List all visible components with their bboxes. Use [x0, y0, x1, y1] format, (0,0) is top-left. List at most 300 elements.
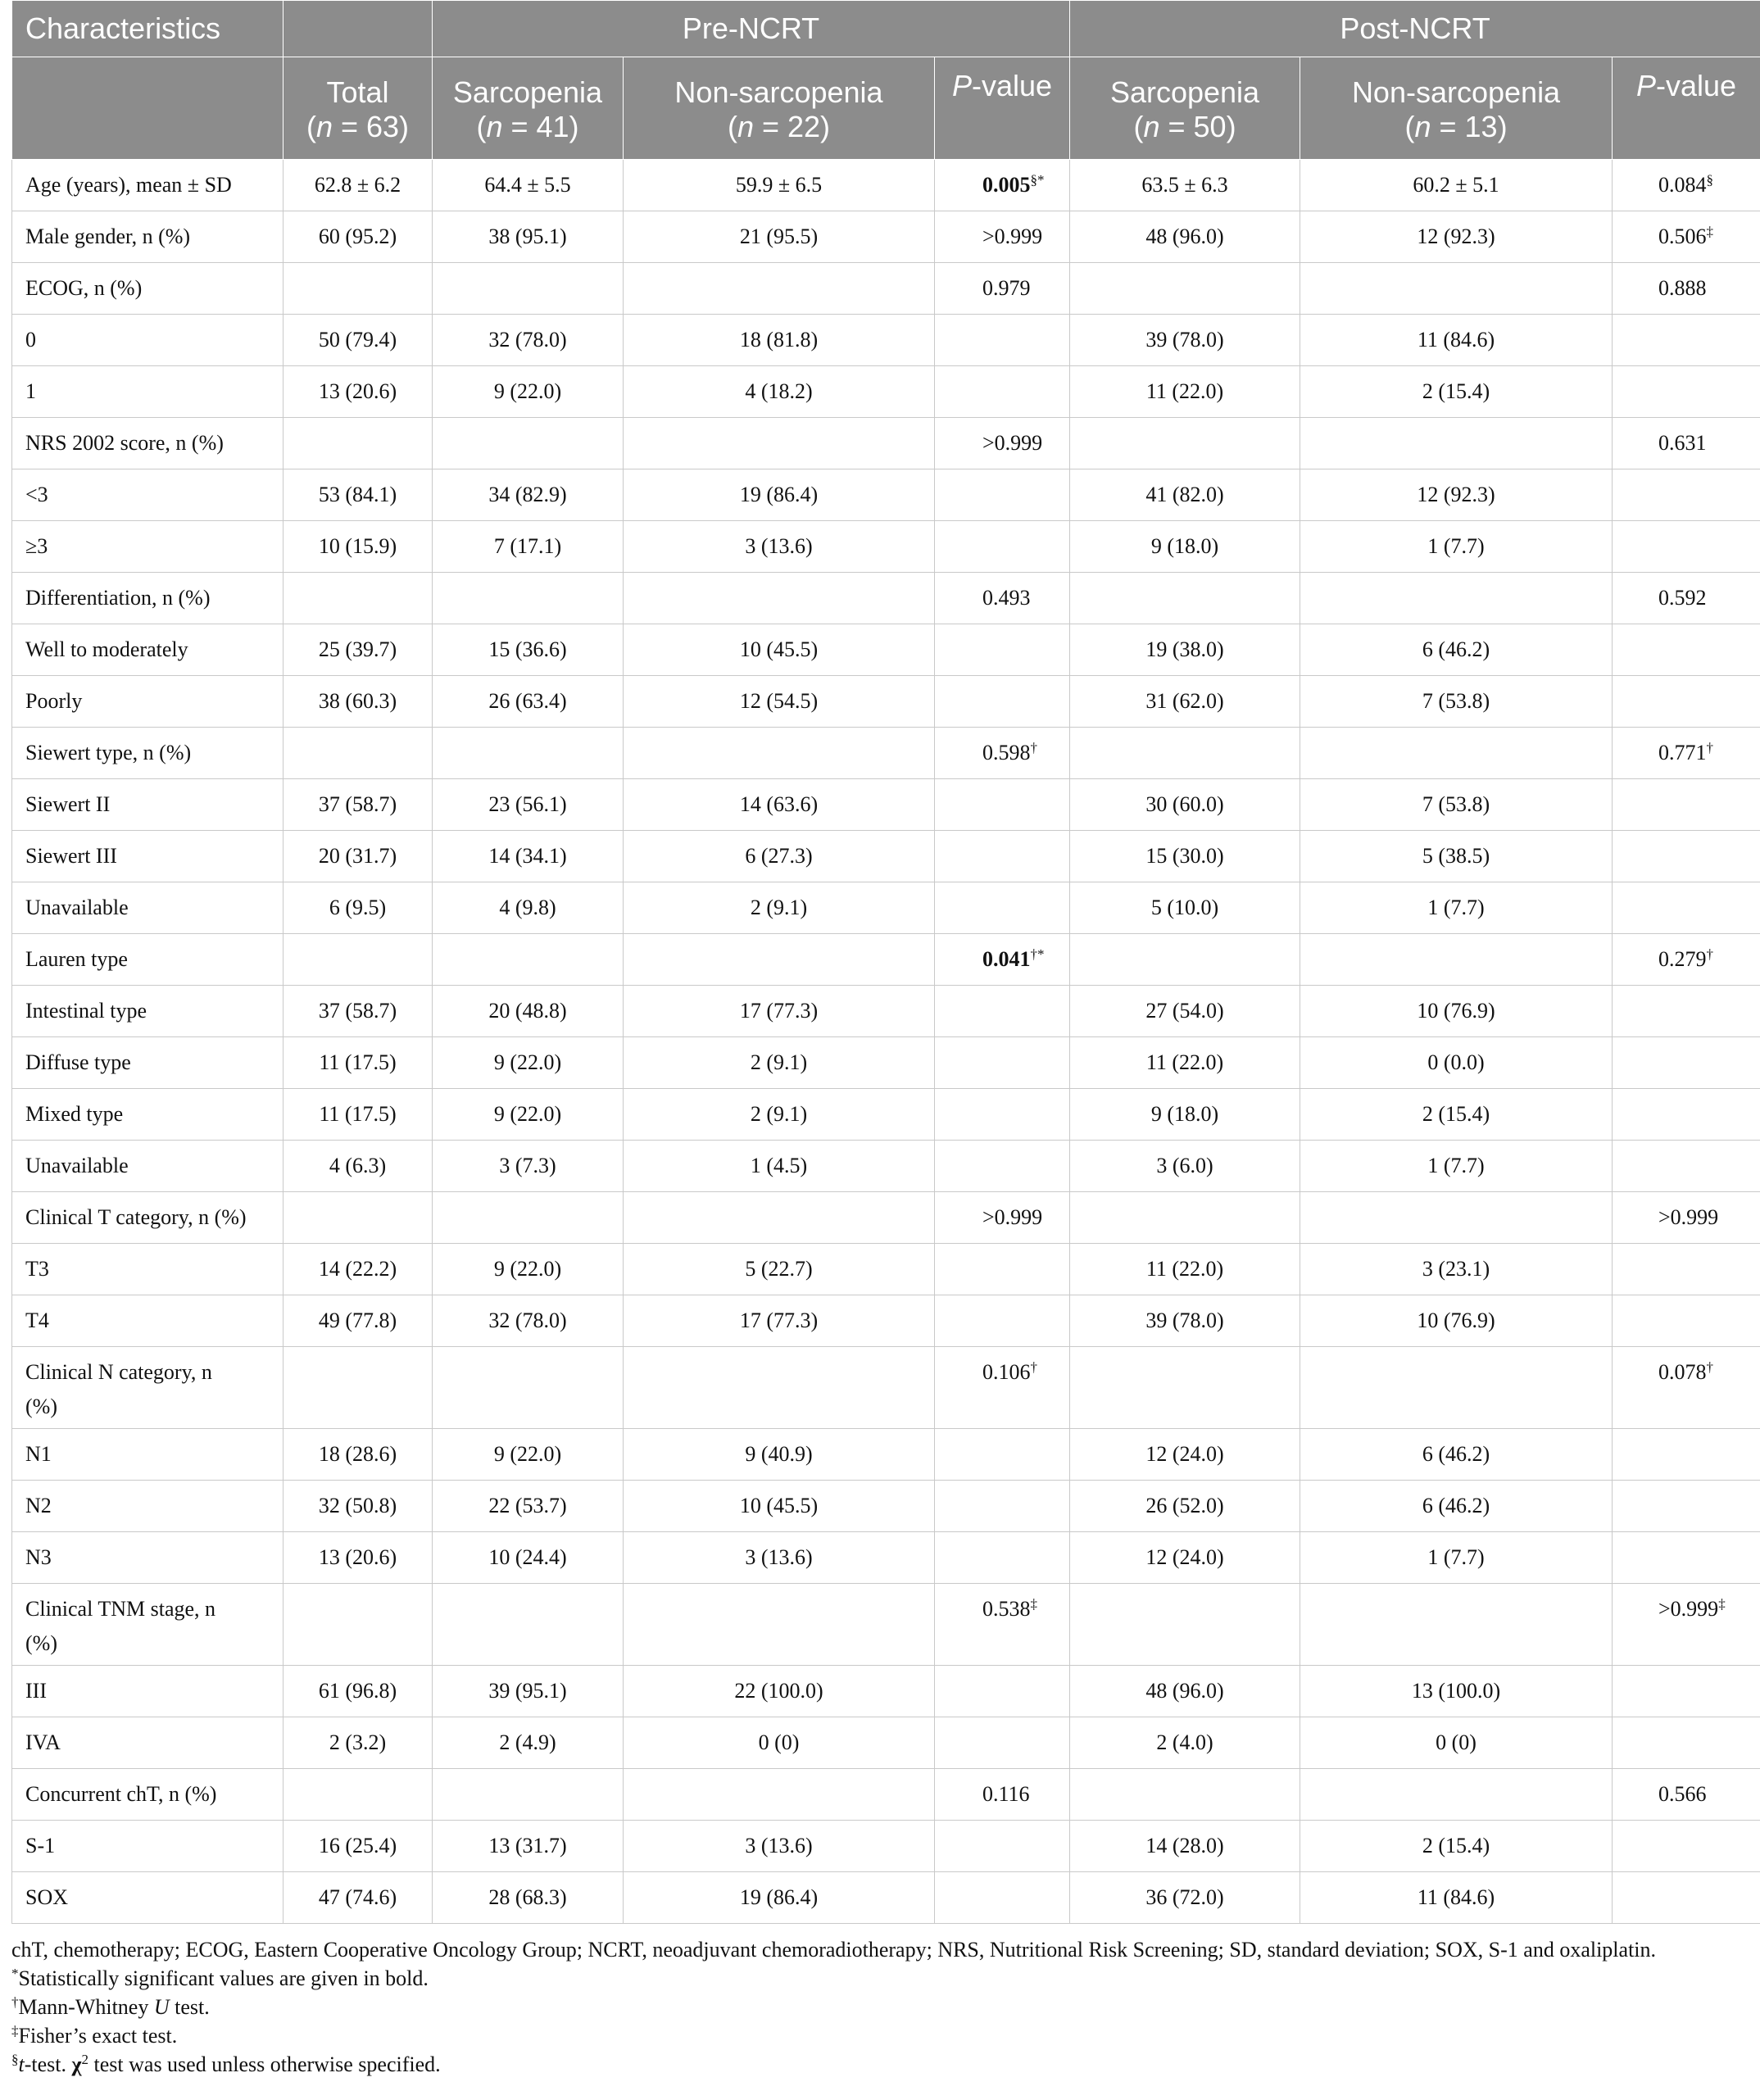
- cell-total: [284, 1481, 433, 1532]
- cell-total-value: 18 (28.6): [318, 1442, 397, 1466]
- cell-pre-pvalue: [935, 1089, 1070, 1141]
- cell-post-sarcopenia-value: 11 (22.0): [1145, 1050, 1224, 1074]
- cell-post-pvalue-value: 0.084: [1658, 173, 1707, 197]
- cell-pre-pvalue: [935, 1192, 1070, 1244]
- cell-pre-non-sarcopenia: [624, 1481, 935, 1532]
- cell-post-non-sarcopenia: [1300, 1584, 1613, 1666]
- cell-pre-sarcopenia: [433, 315, 624, 366]
- cell-pre-non-sarcopenia-value: 3 (13.6): [745, 534, 813, 558]
- cell-total: [284, 882, 433, 934]
- cell-post-non-sarcopenia-value: 1 (7.7): [1427, 896, 1485, 919]
- cell-total-value: 20 (31.7): [318, 844, 397, 868]
- cell-post-sarcopenia: [1070, 1769, 1300, 1821]
- table-row: [12, 418, 1760, 469]
- cell-post-non-sarcopenia: [1300, 573, 1613, 624]
- cell-post-sarcopenia-value: 9 (18.0): [1150, 1102, 1219, 1126]
- cell-pre-non-sarcopenia: [624, 469, 935, 521]
- cell-pre-pvalue: [935, 986, 1070, 1037]
- cell-total-value: 49 (77.8): [318, 1309, 397, 1332]
- cell-post-non-sarcopenia: [1300, 263, 1613, 315]
- cell-pre-non-sarcopenia: [624, 1821, 935, 1872]
- cell-characteristic: Unavailable: [12, 882, 284, 934]
- cell-total-value: 25 (39.7): [318, 637, 397, 661]
- cell-post-sarcopenia-value: 11 (22.0): [1145, 1257, 1224, 1281]
- cell-pre-sarcopenia-value: 9 (22.0): [493, 1257, 562, 1281]
- cell-pre-non-sarcopenia-value: 2 (9.1): [750, 1102, 808, 1126]
- cell-characteristic: Lauren type: [12, 934, 284, 986]
- cell-post-pvalue-value: >0.999: [1658, 1205, 1719, 1229]
- cell-characteristic: NRS 2002 score, n (%): [12, 418, 284, 469]
- cell-pre-pvalue-value: 0.979: [982, 276, 1031, 300]
- footnote-significance: [11, 1964, 1760, 1993]
- cell-characteristic: Concurrent chT, n (%): [12, 1769, 284, 1821]
- cell-pre-sarcopenia: [433, 1532, 624, 1584]
- cell-post-non-sarcopenia: [1300, 418, 1613, 469]
- cell-post-sarcopenia: [1070, 1821, 1300, 1872]
- cell-post-non-sarcopenia: [1300, 1532, 1613, 1584]
- cell-post-non-sarcopenia-value: 12 (92.3): [1417, 225, 1495, 248]
- cell-pre-pvalue: [935, 1532, 1070, 1584]
- cell-total-value: 62.8 ± 6.2: [314, 173, 401, 197]
- cell-pre-pvalue: [935, 469, 1070, 521]
- cell-pre-sarcopenia: [433, 1481, 624, 1532]
- cell-post-pvalue-footnote-mark: ‡: [1706, 224, 1714, 239]
- cell-pre-pvalue: [935, 676, 1070, 728]
- cell-pre-non-sarcopenia: [624, 160, 935, 211]
- cell-pre-sarcopenia-value: 26 (63.4): [488, 689, 567, 713]
- cell-pre-non-sarcopenia: [624, 1192, 935, 1244]
- table-row: [12, 624, 1760, 676]
- cell-pre-pvalue: [935, 211, 1070, 263]
- cell-characteristic: Siewert II: [12, 779, 284, 831]
- footnote-star-text: Statistically significant values are given in bold.: [18, 1966, 429, 1990]
- cell-characteristic: Siewert III: [12, 831, 284, 882]
- cell-pre-sarcopenia: [433, 1666, 624, 1717]
- cell-total: [284, 1347, 433, 1429]
- header-pre-non-sarcopenia-n: (n = 22): [727, 110, 831, 143]
- cell-post-sarcopenia: [1070, 831, 1300, 882]
- cell-total: [284, 779, 433, 831]
- cell-pre-sarcopenia: [433, 624, 624, 676]
- table-row: [12, 1872, 1760, 1924]
- header-post-non-sarcopenia-n: (n = 13): [1404, 110, 1508, 143]
- footnote-section-mark: §: [11, 2052, 19, 2067]
- cell-total-value: 32 (50.8): [318, 1494, 397, 1517]
- cell-post-sarcopenia: [1070, 1244, 1300, 1295]
- cell-characteristic: Male gender, n (%): [12, 211, 284, 263]
- cell-pre-sarcopenia-value: 23 (56.1): [488, 792, 567, 816]
- cell-post-sarcopenia-value: 26 (52.0): [1145, 1494, 1224, 1517]
- header-row-groups: [12, 1, 1760, 57]
- cell-post-pvalue: [1613, 1481, 1760, 1532]
- cell-pre-pvalue-value: 0.598: [982, 741, 1031, 764]
- cell-pre-non-sarcopenia: [624, 315, 935, 366]
- table-row: [12, 1717, 1760, 1769]
- cell-post-sarcopenia: [1070, 882, 1300, 934]
- cell-pre-non-sarcopenia-value: 0 (0): [758, 1730, 800, 1754]
- footnote-section-chi-sup: 2: [81, 2052, 89, 2067]
- cell-total: [284, 1295, 433, 1347]
- cell-pre-pvalue: [935, 1666, 1070, 1717]
- footnote-abbreviations: chT, chemotherapy; ECOG, Eastern Cooperative Oncology Group; NCRT, neoadjuvant chemoradiotherapy; NRS, Nutritional Risk Screening; SD, standard deviation; SOX, S-1 and oxaliplatin.: [11, 1938, 1657, 1962]
- table-row: [12, 934, 1760, 986]
- cell-pre-sarcopenia-value: 4 (9.8): [499, 896, 556, 919]
- cell-post-pvalue: [1613, 211, 1760, 263]
- cell-post-sarcopenia: [1070, 1192, 1300, 1244]
- cell-post-pvalue: [1613, 315, 1760, 366]
- header-characteristics: Characteristics: [12, 1, 284, 57]
- cell-post-sarcopenia-value: 41 (82.0): [1145, 483, 1224, 506]
- header-pre-pvalue: [935, 57, 1070, 160]
- cell-post-pvalue: [1613, 1089, 1760, 1141]
- cell-pre-non-sarcopenia-value: 2 (9.1): [750, 1050, 808, 1074]
- cell-pre-sarcopenia: [433, 573, 624, 624]
- footnote-section-t: t: [18, 2052, 25, 2076]
- cell-pre-non-sarcopenia-value: 12 (54.5): [739, 689, 819, 713]
- cell-pre-non-sarcopenia: [624, 986, 935, 1037]
- cell-total: [284, 624, 433, 676]
- cell-post-pvalue: [1613, 831, 1760, 882]
- cell-pre-sarcopenia: [433, 418, 624, 469]
- cell-pre-sarcopenia: [433, 469, 624, 521]
- cell-pre-pvalue: [935, 418, 1070, 469]
- cell-pre-non-sarcopenia: [624, 1872, 935, 1924]
- cell-post-non-sarcopenia: [1300, 1037, 1613, 1089]
- cell-total: [284, 1717, 433, 1769]
- cell-pre-non-sarcopenia: [624, 263, 935, 315]
- cell-post-sarcopenia: [1070, 624, 1300, 676]
- cell-post-non-sarcopenia: [1300, 831, 1613, 882]
- cell-total-value: 16 (25.4): [318, 1834, 397, 1857]
- cell-post-sarcopenia: [1070, 521, 1300, 573]
- cell-post-non-sarcopenia: [1300, 1821, 1613, 1872]
- header-pre-sarcopenia-n: (n = 41): [476, 110, 579, 143]
- cell-pre-non-sarcopenia: [624, 521, 935, 573]
- cell-post-sarcopenia-value: 39 (78.0): [1145, 1309, 1224, 1332]
- cell-characteristic: T3: [12, 1244, 284, 1295]
- table-row: [12, 160, 1760, 211]
- cell-pre-sarcopenia-value: 34 (82.9): [488, 483, 567, 506]
- cell-total-value: 13 (20.6): [318, 379, 397, 403]
- cell-pre-non-sarcopenia-value: 3 (13.6): [745, 1545, 813, 1569]
- cell-post-sarcopenia: [1070, 1481, 1300, 1532]
- cell-pre-pvalue-value: >0.999: [982, 431, 1043, 455]
- cell-pre-pvalue: [935, 831, 1070, 882]
- cell-characteristic: 0: [12, 315, 284, 366]
- cell-post-non-sarcopenia-value: 1 (7.7): [1427, 1154, 1485, 1177]
- cell-total: [284, 1872, 433, 1924]
- cell-pre-sarcopenia-value: 9 (22.0): [493, 1442, 562, 1466]
- cell-post-sarcopenia-value: 9 (18.0): [1150, 534, 1219, 558]
- footnote-section-text-a: -test.: [24, 2052, 72, 2076]
- cell-characteristic: III: [12, 1666, 284, 1717]
- cell-characteristic-line2: (%): [25, 1631, 57, 1655]
- table-row: [12, 469, 1760, 521]
- header-total-label: Total: [326, 75, 389, 109]
- cell-pre-sarcopenia: [433, 1295, 624, 1347]
- header-post-pvalue-label: P-value: [1635, 69, 1737, 102]
- cell-post-sarcopenia-value: 63.5 ± 6.3: [1141, 173, 1228, 197]
- cell-pre-sarcopenia: [433, 831, 624, 882]
- footnote-star-mark: *: [11, 1966, 19, 1981]
- cell-pre-non-sarcopenia: [624, 418, 935, 469]
- cell-post-non-sarcopenia: [1300, 1481, 1613, 1532]
- cell-total: [284, 211, 433, 263]
- cell-post-non-sarcopenia-value: 10 (76.9): [1417, 1309, 1495, 1332]
- cell-post-non-sarcopenia: [1300, 1429, 1613, 1481]
- table-row: [12, 1037, 1760, 1089]
- cell-pre-sarcopenia: [433, 1089, 624, 1141]
- cell-pre-non-sarcopenia: [624, 1717, 935, 1769]
- header-pre-pvalue-label: P-value: [951, 69, 1053, 102]
- cell-characteristic: ≥3: [12, 521, 284, 573]
- cell-pre-sarcopenia-value: 15 (36.6): [488, 637, 567, 661]
- cell-pre-non-sarcopenia-value: 21 (95.5): [739, 225, 819, 248]
- cell-total: [284, 1584, 433, 1666]
- cell-post-sarcopenia: [1070, 1429, 1300, 1481]
- table-row: [12, 986, 1760, 1037]
- cell-pre-sarcopenia: [433, 1717, 624, 1769]
- cell-pre-sarcopenia-value: 9 (22.0): [493, 1050, 562, 1074]
- cell-pre-sarcopenia: [433, 211, 624, 263]
- footnote-ddagger-text: Fisher’s exact test.: [18, 2024, 178, 2048]
- cell-post-pvalue: [1613, 418, 1760, 469]
- cell-post-non-sarcopenia-value: 11 (84.6): [1417, 1885, 1495, 1909]
- cell-post-pvalue: [1613, 934, 1760, 986]
- cell-total-value: 47 (74.6): [318, 1885, 397, 1909]
- cell-post-non-sarcopenia: [1300, 779, 1613, 831]
- cell-post-pvalue: [1613, 263, 1760, 315]
- table-row: [12, 315, 1760, 366]
- table-row: [12, 728, 1760, 779]
- cell-pre-pvalue: [935, 1717, 1070, 1769]
- cell-characteristic: Clinical T category, n (%): [12, 1192, 284, 1244]
- cell-post-pvalue: [1613, 1244, 1760, 1295]
- cell-post-non-sarcopenia: [1300, 676, 1613, 728]
- cell-post-non-sarcopenia-value: 10 (76.9): [1417, 999, 1495, 1023]
- cell-total: [284, 366, 433, 418]
- cell-total: [284, 160, 433, 211]
- cell-post-pvalue: [1613, 986, 1760, 1037]
- cell-post-non-sarcopenia-value: 0 (0.0): [1427, 1050, 1485, 1074]
- cell-post-sarcopenia-value: 39 (78.0): [1145, 328, 1224, 352]
- cell-post-pvalue: [1613, 521, 1760, 573]
- cell-post-non-sarcopenia: [1300, 1295, 1613, 1347]
- footnote-dagger-mark: †: [11, 1994, 19, 2010]
- cell-pre-sarcopenia: [433, 934, 624, 986]
- cell-pre-pvalue: [935, 160, 1070, 211]
- table-row: [12, 1481, 1760, 1532]
- header-blank-2: [12, 57, 284, 160]
- header-pre-non-sarcopenia: [624, 57, 935, 160]
- cell-pre-sarcopenia: [433, 160, 624, 211]
- cell-characteristic: Unavailable: [12, 1141, 284, 1192]
- cell-pre-pvalue-footnote-mark: ‡: [1030, 1596, 1037, 1612]
- cell-pre-sarcopenia: [433, 986, 624, 1037]
- cell-characteristic-line1: Clinical N category, n: [25, 1360, 212, 1384]
- cell-post-non-sarcopenia-value: 6 (46.2): [1422, 1442, 1490, 1466]
- cell-pre-pvalue: [935, 1481, 1070, 1532]
- cell-characteristic: N3: [12, 1532, 284, 1584]
- cell-pre-sarcopenia-value: 22 (53.7): [488, 1494, 567, 1517]
- cell-post-sarcopenia: [1070, 779, 1300, 831]
- cell-pre-non-sarcopenia-value: 17 (77.3): [739, 1309, 819, 1332]
- cell-total-value: 6 (9.5): [329, 896, 387, 919]
- cell-characteristic: Diffuse type: [12, 1037, 284, 1089]
- cell-characteristic: T4: [12, 1295, 284, 1347]
- cell-pre-non-sarcopenia: [624, 211, 935, 263]
- cell-post-sarcopenia-value: 12 (24.0): [1145, 1442, 1224, 1466]
- cell-characteristic: Intestinal type: [12, 986, 284, 1037]
- cell-post-sarcopenia: [1070, 1141, 1300, 1192]
- cell-pre-sarcopenia: [433, 1821, 624, 1872]
- cell-post-pvalue: [1613, 1872, 1760, 1924]
- cell-pre-non-sarcopenia: [624, 1089, 935, 1141]
- cell-pre-pvalue: [935, 1295, 1070, 1347]
- cell-post-non-sarcopenia-value: 11 (84.6): [1417, 328, 1495, 352]
- cell-post-non-sarcopenia-value: 12 (92.3): [1417, 483, 1495, 506]
- cell-post-pvalue-footnote-mark: §: [1706, 172, 1714, 188]
- cell-post-sarcopenia-value: 27 (54.0): [1145, 999, 1224, 1023]
- cell-pre-non-sarcopenia: [624, 831, 935, 882]
- header-post-non-sarcopenia-label: Non-sarcopenia: [1351, 75, 1561, 109]
- cell-post-non-sarcopenia: [1300, 1347, 1613, 1429]
- cell-pre-pvalue: [935, 934, 1070, 986]
- cell-post-non-sarcopenia: [1300, 1769, 1613, 1821]
- cell-post-pvalue: [1613, 1584, 1760, 1666]
- cell-post-sarcopenia-value: 36 (72.0): [1145, 1885, 1224, 1909]
- cell-pre-pvalue: [935, 1821, 1070, 1872]
- cell-post-sarcopenia-value: 48 (96.0): [1145, 1679, 1224, 1703]
- header-pre-non-sarcopenia-label: Non-sarcopenia: [674, 75, 883, 109]
- cell-total: [284, 1821, 433, 1872]
- cell-post-non-sarcopenia: [1300, 1872, 1613, 1924]
- cell-post-non-sarcopenia: [1300, 934, 1613, 986]
- cell-post-sarcopenia-value: 19 (38.0): [1145, 637, 1224, 661]
- cell-pre-non-sarcopenia: [624, 1429, 935, 1481]
- cell-post-non-sarcopenia: [1300, 1192, 1613, 1244]
- cell-total: [284, 1089, 433, 1141]
- cell-total: [284, 831, 433, 882]
- cell-pre-non-sarcopenia: [624, 1532, 935, 1584]
- cell-pre-pvalue: [935, 315, 1070, 366]
- cell-total: [284, 418, 433, 469]
- cell-pre-non-sarcopenia: [624, 882, 935, 934]
- cell-post-pvalue: [1613, 366, 1760, 418]
- cell-post-non-sarcopenia: [1300, 1141, 1613, 1192]
- cell-pre-sarcopenia-value: 9 (22.0): [493, 379, 562, 403]
- cell-post-pvalue: [1613, 1429, 1760, 1481]
- cell-total-value: 11 (17.5): [319, 1050, 397, 1074]
- cell-total-value: 38 (60.3): [318, 689, 397, 713]
- cell-post-pvalue: [1613, 1141, 1760, 1192]
- cell-pre-non-sarcopenia-value: 1 (4.5): [750, 1154, 808, 1177]
- cell-post-pvalue: [1613, 1192, 1760, 1244]
- cell-pre-non-sarcopenia: [624, 934, 935, 986]
- table-row: [12, 1769, 1760, 1821]
- cell-pre-pvalue-value: 0.005: [982, 173, 1031, 197]
- cell-pre-non-sarcopenia-value: 18 (81.8): [739, 328, 819, 352]
- cell-pre-pvalue-value: 0.116: [982, 1782, 1030, 1806]
- cell-total: [284, 315, 433, 366]
- cell-pre-sarcopenia-value: 32 (78.0): [488, 328, 567, 352]
- header-total-n: (n = 63): [306, 110, 410, 143]
- cell-pre-sarcopenia-value: 14 (34.1): [488, 844, 567, 868]
- header-row-columns: [12, 57, 1760, 160]
- cell-post-sarcopenia: [1070, 366, 1300, 418]
- header-pre-sarcopenia: [433, 57, 624, 160]
- cell-total: [284, 1429, 433, 1481]
- header-pre-sarcopenia-label: Sarcopenia: [452, 75, 603, 109]
- footnote-ddagger-mark: ‡: [11, 2023, 19, 2039]
- cell-pre-non-sarcopenia: [624, 1769, 935, 1821]
- cell-total: [284, 1532, 433, 1584]
- cell-pre-sarcopenia-value: 39 (95.1): [488, 1679, 567, 1703]
- cell-total: [284, 1037, 433, 1089]
- cell-pre-non-sarcopenia-value: 19 (86.4): [739, 483, 819, 506]
- table-row: [12, 1192, 1760, 1244]
- cell-pre-pvalue: [935, 1347, 1070, 1429]
- cell-post-pvalue: [1613, 1037, 1760, 1089]
- cell-pre-non-sarcopenia-value: 2 (9.1): [750, 896, 808, 919]
- cell-post-non-sarcopenia: [1300, 986, 1613, 1037]
- cell-pre-pvalue-value: 0.041: [982, 947, 1031, 971]
- table-row: [12, 1584, 1760, 1666]
- cell-total: [284, 934, 433, 986]
- cell-characteristic: SOX: [12, 1872, 284, 1924]
- cell-total-value: 61 (96.8): [318, 1679, 397, 1703]
- cell-post-pvalue: [1613, 573, 1760, 624]
- cell-post-non-sarcopenia-value: 7 (53.8): [1422, 792, 1490, 816]
- cell-post-sarcopenia-value: 11 (22.0): [1145, 379, 1224, 403]
- cell-total-value: 37 (58.7): [318, 792, 397, 816]
- cell-total-value: 50 (79.4): [318, 328, 397, 352]
- header-total: [284, 57, 433, 160]
- cell-characteristic: ECOG, n (%): [12, 263, 284, 315]
- cell-pre-non-sarcopenia-value: 10 (45.5): [739, 1494, 819, 1517]
- cell-post-pvalue: [1613, 1295, 1760, 1347]
- cell-post-sarcopenia: [1070, 986, 1300, 1037]
- cell-post-pvalue-value: 0.279: [1658, 947, 1707, 971]
- cell-pre-sarcopenia-value: 2 (4.9): [499, 1730, 556, 1754]
- cell-post-pvalue: [1613, 1821, 1760, 1872]
- table-row: [12, 1244, 1760, 1295]
- cell-pre-sarcopenia: [433, 882, 624, 934]
- cell-post-sarcopenia: [1070, 263, 1300, 315]
- cell-pre-non-sarcopenia: [624, 728, 935, 779]
- cell-pre-pvalue: [935, 1429, 1070, 1481]
- cell-post-sarcopenia: [1070, 315, 1300, 366]
- footnote-section-text-b: test was used unless otherwise specified.: [88, 2052, 441, 2076]
- cell-pre-non-sarcopenia: [624, 366, 935, 418]
- cell-pre-pvalue: [935, 882, 1070, 934]
- cell-pre-non-sarcopenia: [624, 1141, 935, 1192]
- cell-pre-non-sarcopenia-value: 22 (100.0): [734, 1679, 823, 1703]
- cell-post-non-sarcopenia-value: 3 (23.1): [1422, 1257, 1490, 1281]
- table-row: [12, 882, 1760, 934]
- cell-post-non-sarcopenia-value: 60.2 ± 5.1: [1413, 173, 1499, 197]
- cell-pre-pvalue: [935, 779, 1070, 831]
- cell-post-sarcopenia: [1070, 160, 1300, 211]
- cell-pre-sarcopenia-value: 64.4 ± 5.5: [484, 173, 571, 197]
- cell-pre-pvalue-footnote-mark: †: [1030, 740, 1037, 755]
- cell-pre-non-sarcopenia: [624, 676, 935, 728]
- cell-pre-sarcopenia: [433, 1141, 624, 1192]
- cell-post-sarcopenia: [1070, 1717, 1300, 1769]
- cell-post-sarcopenia-value: 31 (62.0): [1145, 689, 1224, 713]
- footnote-section-chi: χ: [71, 2052, 82, 2076]
- cell-post-pvalue-value: 0.566: [1658, 1782, 1707, 1806]
